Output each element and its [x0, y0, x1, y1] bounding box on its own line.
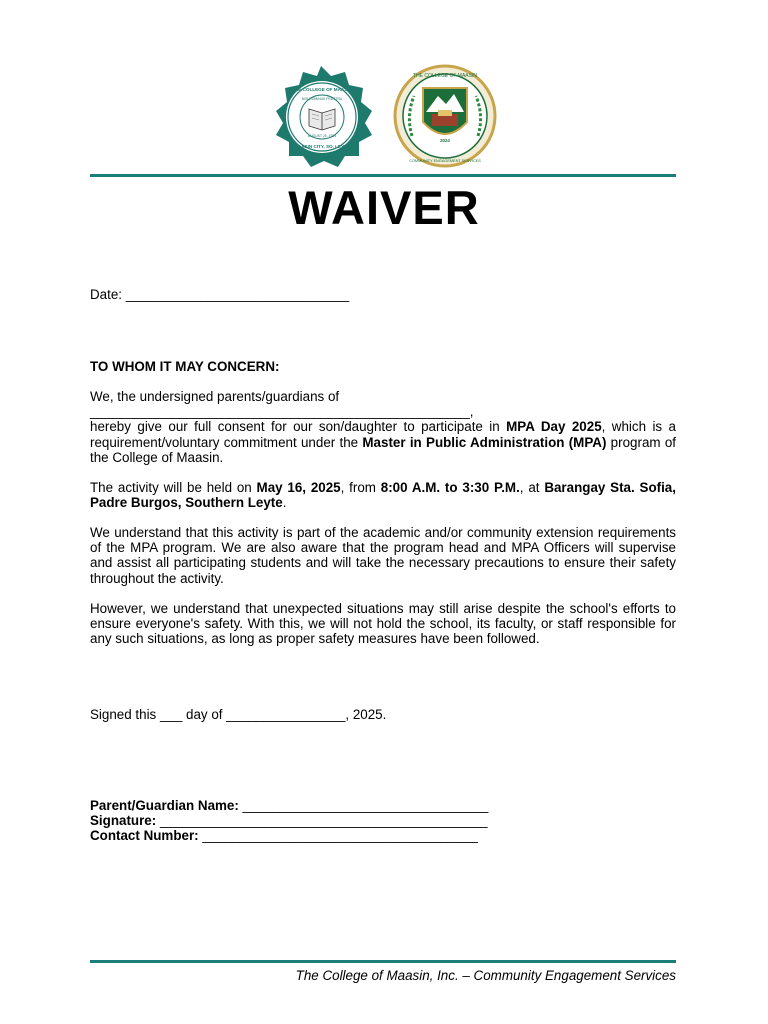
- seal-ring-text-bottom: COMMUNITY ENGAGEMENT SERVICES: [409, 159, 481, 163]
- schedule-text-2: , from: [340, 480, 381, 495]
- community-engagement-seal-logo: [388, 64, 502, 168]
- header-logos: [262, 62, 506, 170]
- header-divider: [90, 174, 676, 177]
- schedule-text-4: .: [282, 495, 287, 511]
- contact-number-blank: _____________________________________: [198, 828, 478, 844]
- seal-ring-text: THE COLLEGE OF MAASIN: [292, 87, 352, 92]
- signature-fields: [90, 798, 676, 844]
- schedule-text-1: The activity will be held on: [90, 480, 257, 495]
- document-title: WAIVER: [288, 181, 480, 234]
- seal-location-text: MAASIN CITY, SO. LEYTE: [294, 144, 350, 149]
- footer-divider: [90, 960, 676, 963]
- seal-motto: NISI DOMINUS FRUSTRA: [301, 97, 343, 101]
- guardian-name-field: [90, 798, 676, 813]
- footer-text: The College of Maasin, Inc. – Community Engagement Services: [295, 968, 676, 983]
- signed-date-line: Signed this ___ day of ________________, 2025.: [90, 707, 387, 722]
- guardian-name-label: Parent/Guardian Name:: [90, 798, 239, 813]
- paragraph-liability: However, we understand that unexpected situations may still arise despite the school's efforts to ensure everyone's safety. With this, we will not hold the school, its faculty, or staff responsible for any such situations, as long as proper safety measures have been followed.: [90, 601, 676, 647]
- paragraph-schedule: [90, 480, 676, 510]
- consent-text-1: hereby give our full consent for our son/daughter to participate in: [90, 419, 507, 435]
- signature-field: [90, 813, 676, 828]
- event-name: MPA Day 2025: [506, 419, 602, 435]
- date-line: Date: ______________________________: [90, 287, 350, 302]
- contact-number-label: Contact Number:: [90, 828, 199, 844]
- schedule-text-3: , at: [519, 480, 545, 495]
- consent-text-3: program of the College of Maasin.: [90, 434, 676, 465]
- seal-founded-date: AUGUST 25, 1924: [307, 134, 337, 138]
- signature-label: Signature:: [90, 813, 157, 829]
- guardian-name-blank: _________________________________: [238, 798, 489, 813]
- event-date: May 16, 2025: [256, 480, 341, 495]
- contact-number-field: [90, 828, 676, 843]
- seal-ring-text-top: THE COLLEGE OF MAASIN: [413, 73, 477, 79]
- consent-text-2: , which is a requirement/voluntary commitment under the: [90, 419, 677, 450]
- student-name-blank: ___________________________________________________,: [90, 404, 474, 420]
- program-name: Master in Public Administration (MPA): [362, 434, 607, 450]
- seal-year: 2024: [440, 138, 450, 143]
- college-seal-logo: [262, 64, 380, 168]
- paragraph-consent: [90, 389, 676, 465]
- consent-intro: We, the undersigned parents/guardians of: [90, 389, 340, 404]
- salutation: TO WHOM IT MAY CONCERN:: [90, 359, 280, 374]
- event-time: 8:00 A.M. to 3:30 P.M.: [380, 480, 520, 495]
- signature-blank: ____________________________________________: [156, 813, 488, 829]
- paragraph-understanding: We understand that this activity is part of the academic and/or community extension requirements of the MPA program. We are also aware that the program head and MPA Officers will supervise and assist all participating students and will take the necessary precautions to ensure their safety throughout the activity.: [90, 525, 676, 586]
- event-venue: Barangay Sta. Sofia, Padre Burgos, Southern Leyte: [90, 480, 676, 511]
